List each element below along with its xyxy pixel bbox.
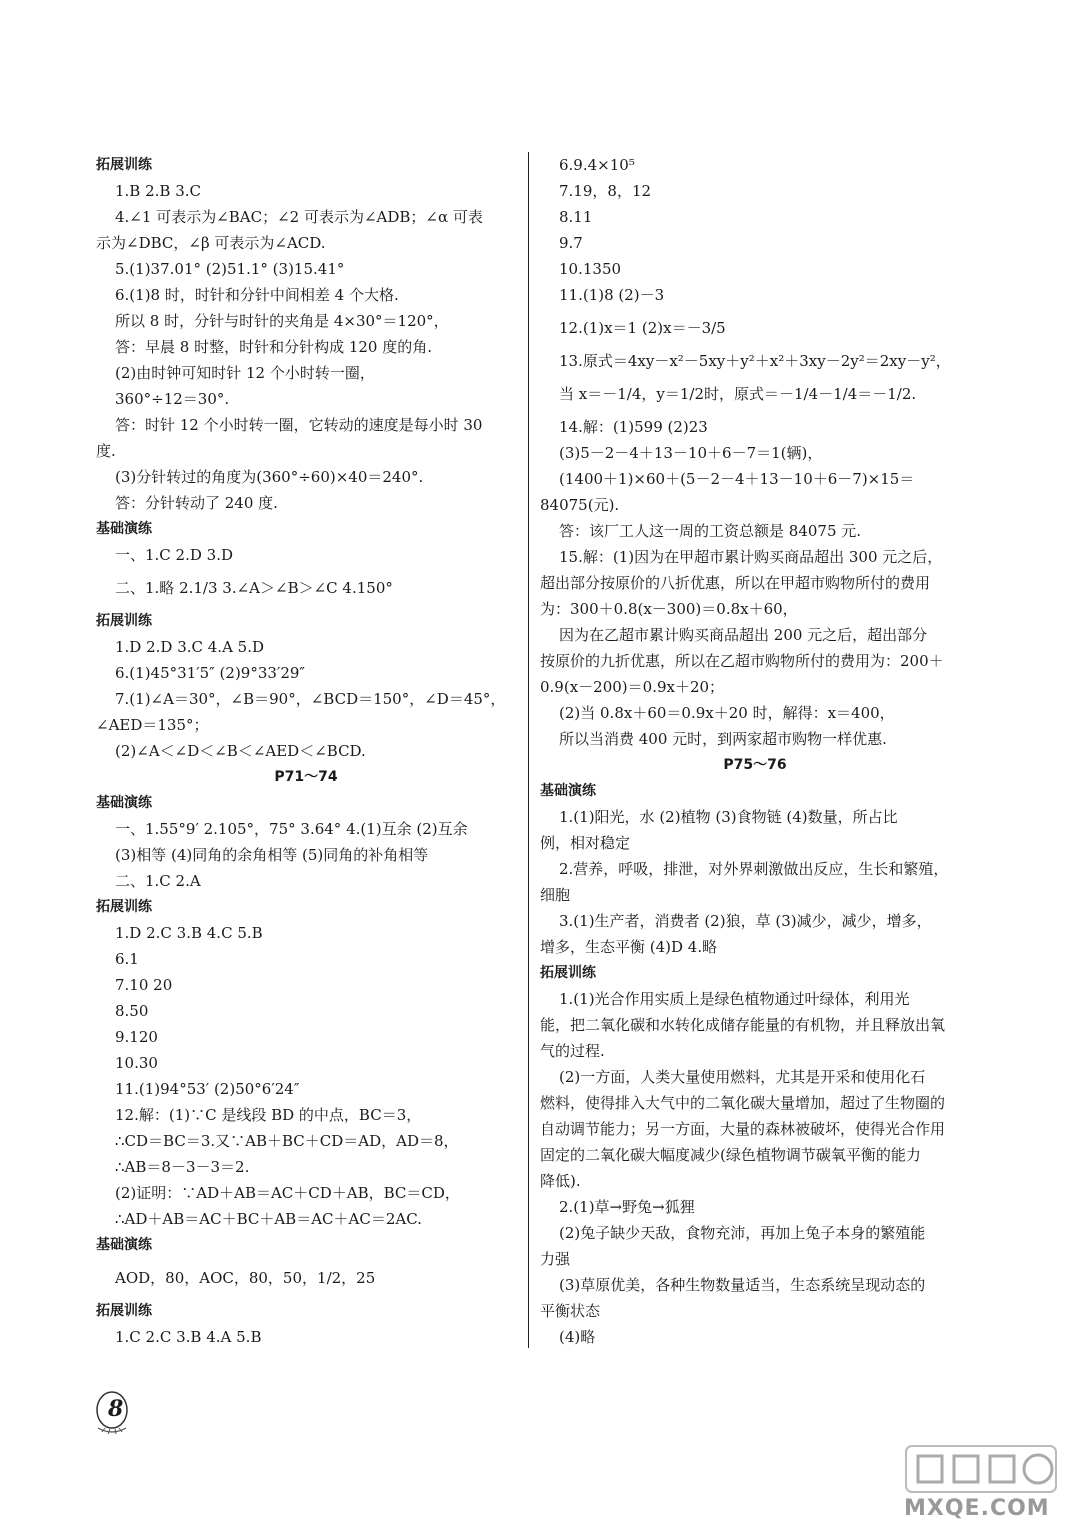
answer-line: 7.10 20 (115, 976, 173, 994)
answer-line: 14.解：(1)599 (2)23 (559, 418, 708, 436)
page-range-heading: P75～76 (723, 757, 787, 773)
answer-line: (2)由时钟可知时针 12 个小时转一圈， (115, 364, 375, 382)
answer-line: 示为∠DBC，∠β 可表示为∠ACD. (96, 234, 326, 252)
answer-line: 2.(1)草→野兔→狐狸 (559, 1198, 695, 1216)
answer-line: 所以 8 时，分针与时针的夹角是 4×30°＝120°， (115, 312, 449, 330)
answer-line: 10.30 (115, 1054, 158, 1072)
answer-line: 二、1.C 2.A (115, 872, 201, 890)
answer-line: 例，相对稳定 (540, 834, 631, 852)
answer-line: 3.(1)生产者，消费者 (2)狼，草 (3)减少，减少，增多， (559, 912, 932, 930)
answer-line: 1.B 2.B 3.C (115, 182, 201, 200)
watermark-text: MXQE.COM (904, 1496, 1050, 1521)
answer-line: 1.(1)阳光，水 (2)植物 (3)食物链 (4)数量，所占比 (559, 808, 898, 826)
answer-line: 燃料，使得排入大气中的二氧化碳大量增加，超过了生物圈的 (540, 1094, 946, 1112)
answer-line: ∠AED＝135°； (96, 716, 209, 734)
answer-line: (1400＋1)×60＋(5－2－4＋13－10＋6－7)×15＝ (559, 470, 915, 488)
section-heading: 拓展训练 (96, 1303, 152, 1319)
answer-line: 0.9(x－200)＝0.9x＋20； (540, 678, 725, 696)
answer-line: (2)当 0.8x＋60＝0.9x＋20 时，解得：x＝400， (559, 704, 895, 722)
answer-line: 当 x＝－1/4，y＝1/2时，原式＝－1/4－1/4＝－1/2. (559, 385, 917, 403)
section-heading: 基础演练 (540, 783, 596, 799)
answer-line: 7.(1)∠A＝30°，∠B＝90°，∠BCD＝150°，∠D＝45°， (115, 690, 506, 708)
page-range-heading: P71～74 (274, 769, 338, 785)
section-heading: 基础演练 (96, 1237, 152, 1253)
answer-line: (3)分针转过的角度为(360°÷60)×40＝240°. (115, 468, 424, 486)
answer-line: 7.19，8，12 (559, 182, 652, 200)
answer-line: 二、1.略 2.1/3 3.∠A＞∠B＞∠C 4.150° (115, 579, 393, 597)
answer-line: 13.原式＝4xy－x²－5xy＋y²＋x²＋3xy－2y²＝2xy－y²， (559, 352, 951, 370)
answer-line: 所以当消费 400 元时，到两家超市购物一样优惠. (559, 730, 887, 748)
answer-line: 细胞 (540, 886, 571, 904)
answer-line: 8.50 (115, 1002, 149, 1020)
answer-line: 15.解：(1)因为在甲超市累计购买商品超出 300 元之后， (559, 548, 943, 566)
answer-line: 9.120 (115, 1028, 158, 1046)
answer-line: (2)∠A＜∠D＜∠B＜∠AED＜∠BCD. (115, 742, 366, 760)
answer-line: 8.11 (559, 208, 593, 226)
answer-line: 为：300＋0.8(x－300)＝0.8x＋60， (540, 600, 798, 618)
answer-line: 自动调节能力；另一方面，大量的森林被破坏，使得光合作用 (540, 1120, 946, 1138)
answer-line: 能，把二氧化碳和水转化成储存能量的有机物，并且释放出氧 (540, 1016, 946, 1034)
answer-line: 气的过程. (540, 1042, 605, 1060)
answer-line: 12.(1)x＝1 (2)x＝－3/5 (559, 319, 726, 337)
answer-line: 答：分针转动了 240 度. (115, 494, 278, 512)
answer-line: (4)略 (559, 1328, 596, 1346)
answer-line: 1.D 2.C 3.B 4.C 5.B (115, 924, 263, 942)
section-heading: 基础演练 (96, 521, 152, 537)
column-divider (528, 152, 529, 1348)
section-heading: 拓展训练 (96, 899, 152, 915)
answer-line: 按原价的九折优惠，所以在乙超市购物所付的费用为：200＋ (540, 652, 944, 670)
answer-line: 6.(1)8 时，时针和分针中间相差 4 个大格. (115, 286, 399, 304)
answer-line: 度. (96, 442, 116, 460)
answer-line: 6.9.4×10⁵ (559, 156, 635, 174)
answer-line: (2)一方面，人类大量使用燃料，尤其是开采和使用化石 (559, 1068, 926, 1086)
answer-line: 6.1 (115, 950, 139, 968)
answer-line: 4.∠1 可表示为∠BAC；∠2 可表示为∠ADB；∠α 可表 (115, 208, 483, 226)
answer-line: 降低). (540, 1172, 581, 1190)
answer-line: 11.(1)8 (2)－3 (559, 286, 665, 304)
answer-line: AOD，80，AOC，80，50，1/2，25 (115, 1269, 376, 1287)
answer-line: 5.(1)37.01° (2)51.1° (3)15.41° (115, 260, 345, 278)
answer-line: (2)证明：∵AD＋AB＝AC＋CD＋AB，BC＝CD， (115, 1184, 460, 1202)
answer-line: 答：该厂工人这一周的工资总额是 84075 元. (559, 522, 862, 540)
answer-line: 答：时针 12 个小时转一圈，它转动的速度是每小时 30 (115, 416, 483, 434)
left-column (96, 152, 516, 1350)
answer-line: 12.解：(1)∵C 是线段 BD 的中点，BC＝3， (115, 1106, 422, 1124)
answer-line: 11.(1)94°53′ (2)50°6′24″ (115, 1080, 300, 1098)
answer-line: ∴CD＝BC＝3.又∵AB＋BC＋CD＝AD，AD＝8， (115, 1132, 459, 1150)
answer-line: 答：早晨 8 时整，时针和分针构成 120 度的角. (115, 338, 433, 356)
answer-line: 一、1.55°9′ 2.105°，75° 3.64° 4.(1)互余 (2)互余 (115, 820, 468, 838)
answer-line: 6.(1)45°31′5″ (2)9°33′29″ (115, 664, 306, 682)
answer-line: 因为在乙超市累计购买商品超出 200 元之后，超出部分 (559, 626, 928, 644)
answer-line: ∴AB＝8－3－3＝2. (115, 1158, 250, 1176)
answer-line: 1.(1)光合作用实质上是绿色植物通过叶绿体，利用光 (559, 990, 910, 1008)
page-number: 8 (108, 1396, 124, 1422)
answer-line: 1.C 2.C 3.B 4.A 5.B (115, 1328, 262, 1346)
answer-line: 增多，生态平衡 (4)D 4.略 (540, 938, 718, 956)
right-column (540, 152, 970, 1350)
answer-line: 84075(元). (540, 496, 620, 514)
answer-line: 1.D 2.D 3.C 4.A 5.D (115, 638, 265, 656)
answer-line: 平衡状态 (540, 1302, 601, 1320)
answer-line: 360°÷12＝30°. (115, 390, 230, 408)
answer-line: 10.1350 (559, 260, 622, 278)
answer-line: (2)兔子缺少天敌，食物充沛，再加上兔子本身的繁殖能 (559, 1224, 926, 1242)
answer-line: (3)5－2－4＋13－10＋6－7＝1(辆)， (559, 444, 823, 462)
answer-line: 固定的二氧化碳大幅度减少(绿色植物调节碳氧平衡的能力 (540, 1146, 921, 1164)
answer-line: 一、1.C 2.D 3.D (115, 546, 234, 564)
section-heading: 拓展训练 (96, 157, 152, 173)
answer-line: 2.营养，呼吸，排泄，对外界刺激做出反应，生长和繁殖， (559, 860, 949, 878)
answer-line: 力强 (540, 1250, 571, 1268)
answer-line: 超出部分按原价的八折优惠，所以在甲超市购物所付的费用 (540, 574, 931, 592)
answer-line: (3)相等 (4)同角的余角相等 (5)同角的补角相等 (115, 846, 429, 864)
section-heading: 基础演练 (96, 795, 152, 811)
answer-line: (3)草原优美，各种生物数量适当，生态系统呈现动态的 (559, 1276, 926, 1294)
section-heading: 拓展训练 (540, 965, 596, 981)
answer-line: ∴AD＋AB＝AC＋BC＋AB＝AC＋AC＝2AC. (115, 1210, 422, 1228)
answer-line: 9.7 (559, 234, 583, 252)
section-heading: 拓展训练 (96, 613, 152, 629)
